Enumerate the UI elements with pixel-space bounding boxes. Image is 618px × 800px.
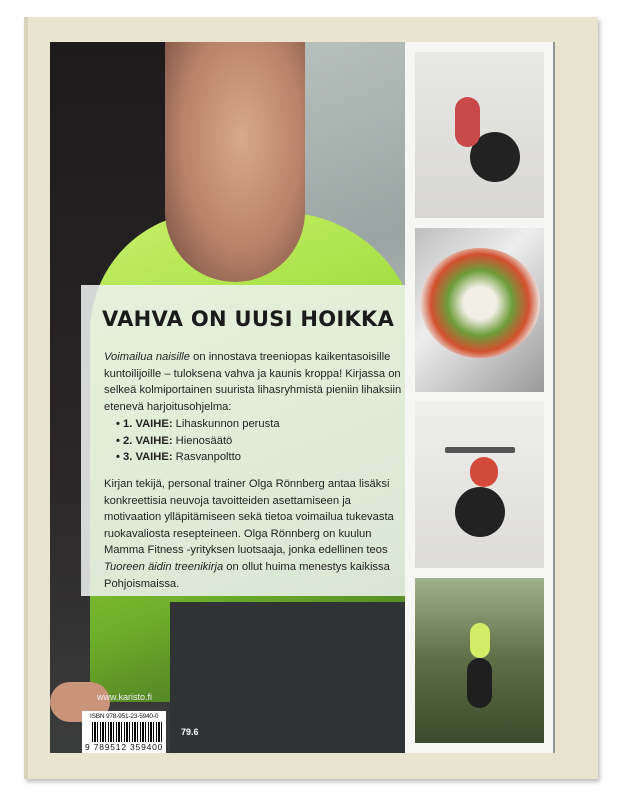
barcode <box>92 722 162 742</box>
class-code: 79.6 <box>181 727 199 737</box>
photo-ball-exercise <box>415 52 544 218</box>
cover-headline: VAHVA ON UUSI HOIKKA <box>102 307 395 331</box>
author-text-end: on ollut huima menestys kaikissa Pohjoismaissa. <box>104 560 390 590</box>
photo-salad <box>415 228 544 392</box>
previous-book-title: Tuoreen äidin treenikirja <box>104 560 224 573</box>
phase-text: Lihaskunnon perusta <box>172 418 280 430</box>
woman-face <box>165 42 305 282</box>
author-paragraph <box>104 476 404 592</box>
phase-item <box>116 449 416 466</box>
photo-forest-run <box>415 578 544 743</box>
phase-text: Hienosäätö <box>172 434 233 447</box>
photo-barbell-squat <box>415 402 544 568</box>
phase-item <box>116 433 416 450</box>
spine-edge <box>24 17 28 779</box>
phase-label: 3. VAIHE: <box>123 451 173 464</box>
phase-text: Rasvanpoltto <box>172 451 241 464</box>
publisher-url: www.karisto.fi <box>97 692 153 702</box>
book-title-italic: Voimailua naisille <box>104 351 191 363</box>
intro-paragraph <box>104 349 404 415</box>
intro-text: on innostava treeniopas kaikentasoisille kuntoilijoille – tuloksena vahva ja kaunis kroppa! Kirjassa on selkeä kolmiportainen suurista lihasryhmistä pieniin lihaksiin etenevä harjoitusohjelma: <box>104 351 402 413</box>
phase-label: 1. VAIHE: <box>123 418 173 430</box>
isbn-text: ISBN 978-951-23-5940-0 <box>90 713 159 720</box>
author-text: Kirjan tekijä, personal trainer Olga Rönnberg antaa lisäksi konkreettisia neuvoja tavoitteiden asettamiseen ja motivaation ylläpitämiseen sekä tietoa voimailua tukevasta ruokavaliosta resepteineen. Olga Rönnberg on kuulun Mamma Fitness -yrityksen luotsaaja, jonka edellinen teos <box>104 478 394 557</box>
phase-label: 2. VAIHE: <box>123 434 173 447</box>
phase-list <box>116 416 416 466</box>
phase-item <box>116 416 416 433</box>
ean-number: 9 789512 359400 <box>85 742 164 752</box>
